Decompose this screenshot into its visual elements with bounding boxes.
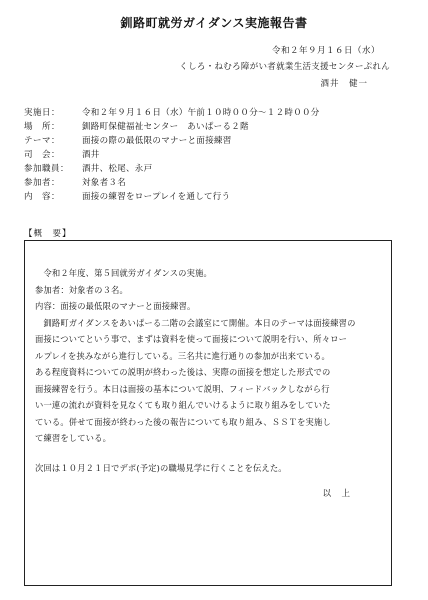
summary-heading: 【概 要】 [24, 229, 72, 239]
summary-line: 参加者：対象者の３名。 [35, 284, 128, 295]
author-name: 酒井 健一 [320, 79, 368, 89]
summary-line: 令和２年度、第５回就労ガイダンスの実施。 [35, 268, 212, 278]
next-session-note: 次回は１０月２１日でデポ(予定)の職場見学に行くことを伝えた。 [35, 462, 287, 473]
info-value: 面接の練習をロープレイを通して行う [82, 192, 231, 202]
report-date: 令和２年９月１６日（水） [271, 46, 380, 56]
info-label: テーマ： [24, 136, 61, 146]
summary-line: 面接についてという事で、まずは資料を使って面接について説明を行い、所々ロー [35, 334, 348, 344]
summary-body [35, 265, 383, 476]
info-value: 面接の際の最低限のマナーと面接練習 [82, 136, 232, 146]
info-label: 内 容： [24, 192, 61, 202]
organization-name: くしろ・ねむろ障がい者就業生活支援センターぷれん [179, 62, 390, 72]
info-value: 令和２年９月１６日（水）午前１０時００分～１２時００分 [82, 108, 320, 118]
info-label: 場 所： [24, 122, 61, 132]
info-table [24, 106, 320, 204]
summary-line: 内容：面接の最低限のマナーと面接練習。 [35, 301, 196, 311]
info-value: 対象者３名 [82, 178, 127, 188]
closing-mark: 以 上 [322, 489, 351, 499]
summary-line: ある程度資料についての説明が終わった後は、実際の面接を想定した形式での [35, 367, 331, 377]
summary-line: ている。併せて面接が終わった後の報告についても取り組み、ＳＳＴを実施し [35, 416, 331, 427]
info-row-date [24, 106, 320, 120]
summary-line: 面接練習を行う。本日は面接の基本について説明、フィードバックしながら行 [35, 383, 330, 394]
info-row-staff [24, 162, 320, 176]
info-row-moderator [24, 148, 320, 162]
report-title: 釧路町就労ガイダンス実施報告書 [120, 16, 308, 30]
info-label: 司 会： [24, 150, 61, 160]
summary-box [24, 240, 392, 586]
info-label: 参加職員： [24, 164, 70, 174]
info-value: 酒井、松尾、永戸 [82, 164, 153, 174]
info-value: 酒井 [82, 150, 100, 160]
info-row-theme [24, 134, 320, 148]
paragraph-gap [35, 447, 383, 460]
summary-line: ルプレイを挟みながら進行している。三名共に進行通りの参加が出来ている。 [35, 350, 330, 361]
info-label: 実施日： [24, 108, 61, 118]
summary-line: 釧路町ガイダンスをあいぱーる二階の会議室にて開催。本日のテーマは面接練習の [35, 317, 356, 328]
info-row-place [24, 120, 320, 134]
summary-line: て練習をしている。 [35, 433, 112, 443]
info-row-participants [24, 176, 320, 190]
summary-line: い一連の流れが資料を見なくても取り組んでいけるように取り組みをしていた [35, 400, 331, 410]
info-label: 参加者： [24, 178, 61, 188]
info-value: 釧路町保健福祉センター あいぱーる２階 [82, 122, 249, 132]
info-row-content [24, 190, 320, 204]
